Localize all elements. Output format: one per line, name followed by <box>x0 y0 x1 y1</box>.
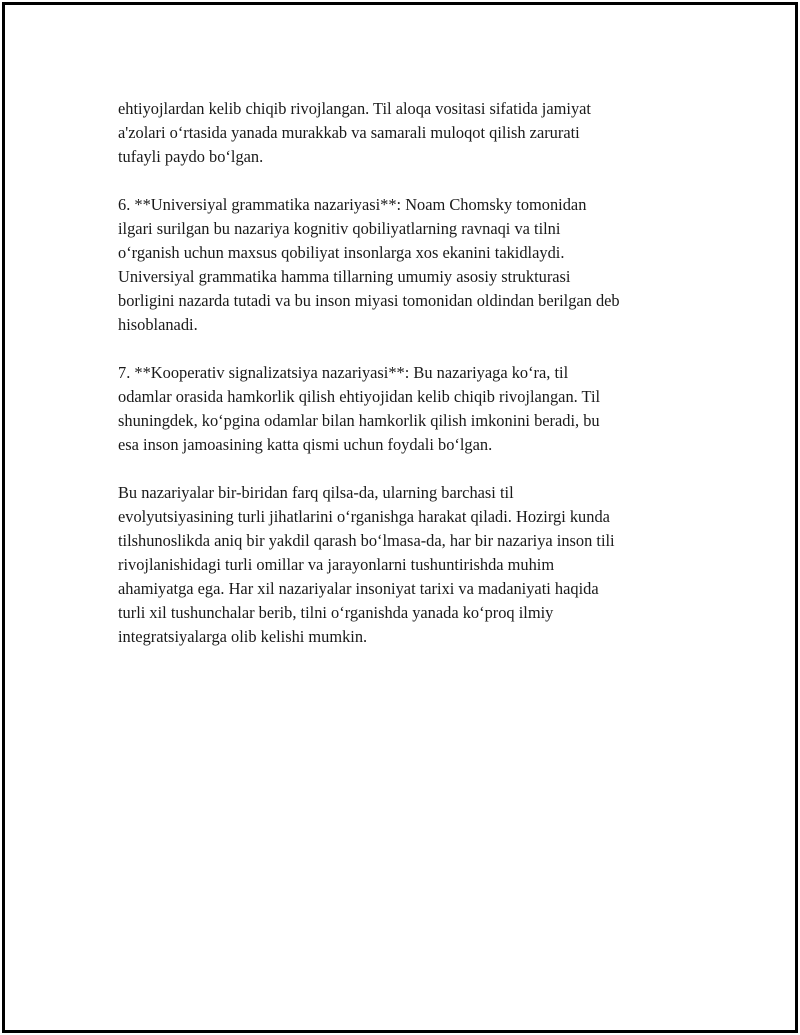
text-line: odamlar orasida hamkorlik qilish ehtiyojidan kelib chiqib rivojlangan. Til <box>118 387 601 406</box>
text-line: tilshunoslikda aniq bir yakdil qarash bo‘lmasa-da, har bir nazariya inson tili <box>118 531 615 550</box>
document-page <box>2 2 798 1033</box>
text-line: borligini nazarda tutadi va bu inson miyasi tomonidan oldindan berilgan deb <box>118 291 620 310</box>
text-line: 6. **Universiyal grammatika nazariyasi**: Noam Chomsky tomonidan <box>118 195 587 214</box>
paragraph-language-communication <box>118 97 698 169</box>
text-line: Bu nazariyalar bir-biridan farq qilsa-da, ularning barchasi til <box>118 483 514 502</box>
text-line: shuningdek, ko‘pgina odamlar bilan hamkorlik qilish imkonini beradi, bu <box>118 411 600 430</box>
text-line: integratsiyalarga olib kelishi mumkin. <box>118 627 368 646</box>
paragraph-conclusion <box>118 481 698 649</box>
text-line: o‘rganish uchun maxsus qobiliyat insonlarga xos ekanini takidlaydi. <box>118 243 565 262</box>
text-line: ahamiyatga ega. Har xil nazariyalar insoniyat tarixi va madaniyati haqida <box>118 579 599 598</box>
paragraph-cooperative-signaling <box>118 361 698 457</box>
text-line: Universiyal grammatika hamma tillarning umumiy asosiy strukturasi <box>118 267 571 286</box>
document-body <box>118 97 698 673</box>
text-line: rivojlanishidagi turli omillar va jarayonlarni tushuntirishda muhim <box>118 555 555 574</box>
text-line: esa inson jamoasining katta qismi uchun foydali bo‘lgan. <box>118 435 493 454</box>
text-line: ilgari surilgan bu nazariya kognitiv qobiliyatlarning ravnaqi va tilni <box>118 219 561 238</box>
text-line: a'zolari o‘rtasida yanada murakkab va samarali muloqot qilish zarurati <box>118 123 580 142</box>
text-line: ehtiyojlardan kelib chiqib rivojlangan. Til aloqa vositasi sifatida jamiyat <box>118 99 591 118</box>
text-line: evolyutsiyasining turli jihatlarini o‘rganishga harakat qiladi. Hozirgi kunda <box>118 507 610 526</box>
text-line: 7. **Kooperativ signalizatsiya nazariyasi**: Bu nazariyaga ko‘ra, til <box>118 363 569 382</box>
text-line: hisoblanadi. <box>118 315 198 334</box>
paragraph-universal-grammar <box>118 193 698 337</box>
text-line: tufayli paydo bo‘lgan. <box>118 147 264 166</box>
text-line: turli xil tushunchalar berib, tilni o‘rganishda yanada ko‘proq ilmiy <box>118 603 554 622</box>
